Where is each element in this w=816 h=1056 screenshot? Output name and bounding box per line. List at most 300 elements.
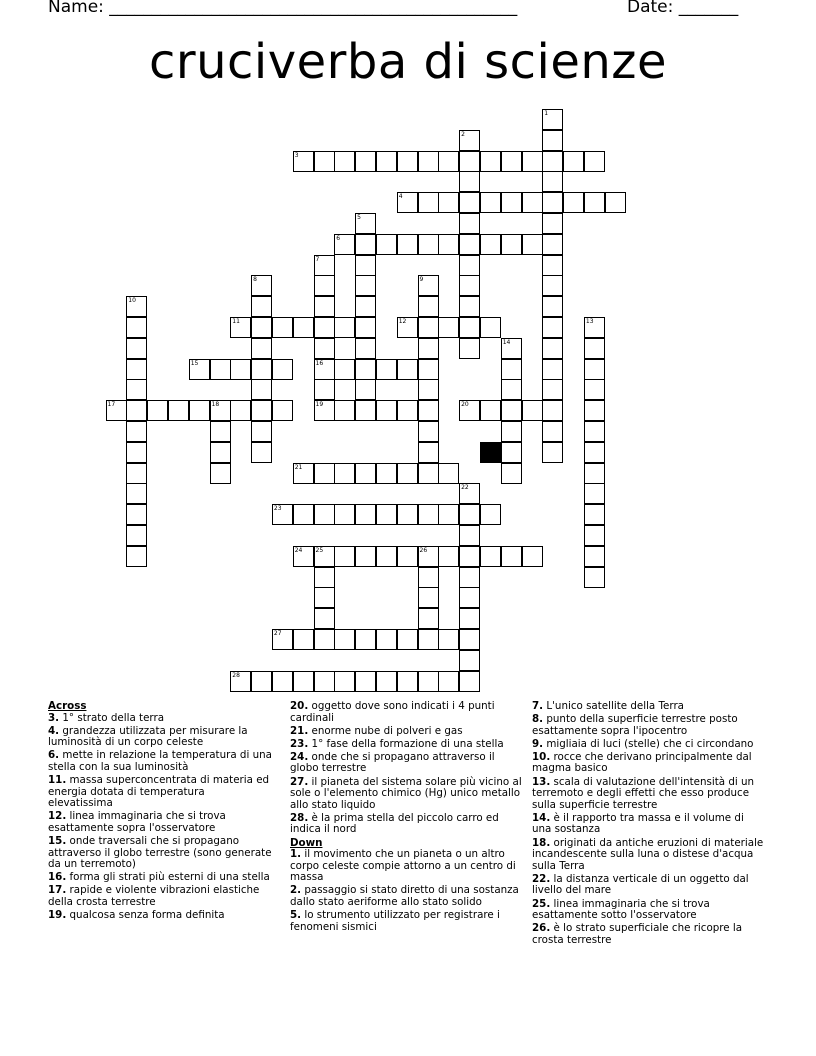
grid-cell[interactable]: [355, 234, 376, 255]
clue-number: 16: [315, 359, 324, 367]
grid-cell[interactable]: [584, 151, 605, 172]
grid-cell[interactable]: [355, 379, 376, 400]
grid-cell[interactable]: [355, 213, 376, 234]
clue-number-label: 6.: [48, 749, 60, 762]
grid-cell[interactable]: [584, 546, 605, 567]
grid-cell[interactable]: [314, 463, 335, 484]
grid-cell[interactable]: [459, 192, 480, 213]
clue-item: [48, 836, 272, 871]
grid-cell[interactable]: [314, 546, 335, 567]
clue-number-label: 23.: [290, 737, 309, 750]
grid-cell[interactable]: [272, 400, 293, 421]
blocked-cell: [480, 442, 501, 463]
clue-number: 6: [336, 234, 341, 242]
clue-number-label: 12.: [48, 810, 67, 823]
grid-cell[interactable]: [584, 338, 605, 359]
clue-text: qualcosa senza forma definita: [66, 909, 225, 922]
grid-cell[interactable]: [584, 192, 605, 213]
grid-cell[interactable]: [501, 421, 522, 442]
grid-cell[interactable]: [501, 400, 522, 421]
grid-cell[interactable]: [334, 359, 355, 380]
grid-cell[interactable]: [438, 192, 459, 213]
clue-number: 11: [232, 318, 240, 325]
clue-number-label: 15.: [48, 835, 67, 848]
clue-section-heading: Down: [290, 836, 323, 849]
grid-cell[interactable]: [251, 442, 272, 463]
grid-cell[interactable]: [314, 671, 335, 692]
grid-cell[interactable]: [522, 234, 543, 255]
grid-cell[interactable]: [480, 151, 501, 172]
grid-cell[interactable]: [459, 255, 480, 276]
grid-cell[interactable]: [418, 587, 439, 608]
grid-cell[interactable]: [459, 317, 480, 338]
grid-cell[interactable]: [542, 442, 563, 463]
grid-cell[interactable]: [459, 338, 480, 359]
grid-cell[interactable]: [272, 629, 293, 650]
grid-cell[interactable]: [334, 317, 355, 338]
clue-text: originati da antiche eruzioni di materiale incandescente sulla luna o distese d'acqua sulla Terra: [532, 836, 764, 872]
grid-cell[interactable]: [397, 629, 418, 650]
grid-cell[interactable]: [480, 400, 501, 421]
grid-cell[interactable]: [376, 504, 397, 525]
grid-cell[interactable]: [314, 379, 335, 400]
grid-cell[interactable]: [438, 504, 459, 525]
date-field[interactable]: Date: _______: [627, 0, 739, 17]
grid-cell[interactable]: [210, 359, 231, 380]
clue-text: scala di valutazione dell'intensità di un terremoto e degli effetti che esso produce sulla superficie terrestre: [532, 775, 755, 811]
grid-cell[interactable]: [418, 192, 439, 213]
grid-cell[interactable]: [314, 608, 335, 629]
grid-cell[interactable]: [210, 400, 231, 421]
clue-text: il movimento che un pianeta o un altro corpo celeste compie attorno a un centro di massa: [290, 848, 516, 884]
clue-item: [532, 874, 764, 897]
grid-cell[interactable]: [251, 296, 272, 317]
grid-cell[interactable]: [501, 463, 522, 484]
grid-cell[interactable]: [272, 671, 293, 692]
grid-cell[interactable]: [355, 338, 376, 359]
grid-cell[interactable]: [355, 400, 376, 421]
clue-text: è la prima stella del piccolo carro ed indica il nord: [290, 811, 499, 836]
grid-cell[interactable]: [480, 546, 501, 567]
grid-cell[interactable]: [272, 317, 293, 338]
grid-cell[interactable]: [376, 546, 397, 567]
clue-number-label: 21.: [290, 724, 309, 737]
grid-cell[interactable]: [126, 483, 147, 504]
clue-number-label: 14.: [532, 811, 551, 824]
grid-cell[interactable]: [459, 567, 480, 588]
clue-number: 10: [128, 297, 136, 305]
grid-cell[interactable]: [501, 192, 522, 213]
grid-cell[interactable]: [355, 546, 376, 567]
clue-number: 18: [211, 401, 220, 409]
grid-cell[interactable]: [542, 400, 563, 421]
grid-cell[interactable]: [126, 296, 147, 317]
grid-cell[interactable]: [397, 192, 418, 213]
clue-item: [532, 923, 764, 946]
grid-cell[interactable]: [418, 400, 439, 421]
grid-cell[interactable]: [563, 192, 584, 213]
clue-item: [290, 777, 522, 812]
grid-cell[interactable]: [126, 338, 147, 359]
grid-cell[interactable]: [251, 338, 272, 359]
clue-item: [532, 899, 764, 922]
grid-cell[interactable]: [251, 400, 272, 421]
grid-cell[interactable]: [418, 359, 439, 380]
grid-cell[interactable]: [501, 234, 522, 255]
grid-cell[interactable]: [418, 546, 439, 567]
grid-cell[interactable]: [355, 359, 376, 380]
grid-cell[interactable]: [438, 317, 459, 338]
clue-number: 28: [232, 671, 240, 679]
grid-cell[interactable]: [334, 151, 355, 172]
grid-cell[interactable]: [334, 546, 355, 567]
grid-cell[interactable]: [584, 525, 605, 546]
grid-cell[interactable]: [459, 608, 480, 629]
grid-cell[interactable]: [584, 379, 605, 400]
clues-column-1: [48, 701, 272, 923]
grid-cell[interactable]: [459, 171, 480, 192]
grid-cell[interactable]: [459, 130, 480, 151]
clue-text: linea immaginaria che si trova esattamente sotto l'osservatore: [532, 897, 710, 922]
grid-cell[interactable]: [459, 650, 480, 671]
clue-number: 23: [273, 505, 282, 513]
grid-cell[interactable]: [355, 275, 376, 296]
grid-cell[interactable]: [376, 359, 397, 380]
clue-text: linea immaginaria che si trova esattamente sopra l'osservatore: [48, 810, 226, 834]
name-field[interactable]: Name: ________________________________________________: [48, 0, 518, 17]
clue-item: [532, 714, 764, 737]
clue-item: [48, 885, 272, 908]
clue-section-heading: Across: [48, 700, 87, 712]
grid-cell[interactable]: [418, 567, 439, 588]
grid-cell[interactable]: [230, 359, 251, 380]
grid-cell[interactable]: [584, 504, 605, 525]
grid-cell[interactable]: [355, 255, 376, 276]
clue-number-label: 24.: [290, 750, 309, 763]
grid-cell[interactable]: [355, 671, 376, 692]
grid-cell[interactable]: [542, 109, 563, 130]
grid-cell[interactable]: [459, 483, 480, 504]
grid-cell[interactable]: [542, 275, 563, 296]
clue-item: [48, 750, 272, 773]
grid-cell[interactable]: [418, 671, 439, 692]
clue-text: mette in relazione la temperatura di una stella con la sua luminosità: [48, 749, 272, 773]
clue-text: lo strumento utilizzato per registrare i fenomeni sismici: [290, 909, 500, 933]
grid-cell[interactable]: [126, 546, 147, 567]
grid-cell[interactable]: [584, 400, 605, 421]
grid-cell[interactable]: [314, 400, 335, 421]
clue-number: 21: [294, 463, 303, 471]
grid-cell[interactable]: [126, 421, 147, 442]
clue-item: [532, 777, 764, 812]
grid-cell[interactable]: [210, 421, 231, 442]
grid-cell[interactable]: [376, 463, 397, 484]
grid-cell[interactable]: [293, 504, 314, 525]
clue-item: [48, 713, 272, 725]
grid-cell[interactable]: [459, 504, 480, 525]
clue-item: [290, 849, 522, 884]
grid-cell[interactable]: [501, 338, 522, 359]
grid-cell[interactable]: [397, 671, 418, 692]
grid-cell[interactable]: [314, 296, 335, 317]
clue-text: è lo strato superficiale che ricopre la crosta terrestre: [532, 922, 743, 946]
grid-cell[interactable]: [314, 317, 335, 338]
grid-cell[interactable]: [480, 192, 501, 213]
grid-cell[interactable]: [314, 255, 335, 276]
clue-number-label: 28.: [290, 811, 309, 824]
grid-cell[interactable]: [584, 463, 605, 484]
grid-cell[interactable]: [293, 151, 314, 172]
grid-cell[interactable]: [480, 504, 501, 525]
grid-cell[interactable]: [438, 629, 459, 650]
grid-cell[interactable]: [438, 151, 459, 172]
grid-cell[interactable]: [376, 400, 397, 421]
clue-number: 25: [315, 546, 324, 554]
grid-cell[interactable]: [314, 629, 335, 650]
grid-cell[interactable]: [542, 359, 563, 380]
clue-item: [532, 739, 764, 751]
grid-cell[interactable]: [522, 192, 543, 213]
grid-cell[interactable]: [459, 629, 480, 650]
grid-cell[interactable]: [334, 629, 355, 650]
grid-cell[interactable]: [542, 421, 563, 442]
grid-cell[interactable]: [418, 296, 439, 317]
clue-number-label: 1.: [290, 848, 302, 861]
clue-number: 27: [273, 630, 282, 637]
grid-cell[interactable]: [334, 400, 355, 421]
grid-cell[interactable]: [314, 359, 335, 380]
grid-cell[interactable]: [397, 400, 418, 421]
grid-cell[interactable]: [418, 338, 439, 359]
grid-cell[interactable]: [126, 317, 147, 338]
grid-cell[interactable]: [314, 275, 335, 296]
grid-cell[interactable]: [376, 151, 397, 172]
grid-cell[interactable]: [459, 546, 480, 567]
grid-cell[interactable]: [251, 275, 272, 296]
grid-cell[interactable]: [293, 546, 314, 567]
grid-cell[interactable]: [106, 400, 127, 421]
clue-number: 9: [419, 276, 424, 284]
grid-cell[interactable]: [438, 463, 459, 484]
grid-cell[interactable]: [542, 213, 563, 234]
clue-text: rapide e violente vibrazioni elastiche della crosta terrestre: [48, 884, 260, 908]
grid-cell[interactable]: [314, 151, 335, 172]
grid-cell[interactable]: [376, 671, 397, 692]
grid-cell[interactable]: [126, 504, 147, 525]
clue-number: 12: [398, 318, 407, 325]
grid-cell[interactable]: [334, 671, 355, 692]
page-title: cruciverba di scienze: [148, 34, 668, 90]
clues-column-3: [532, 701, 764, 948]
clue-number-label: 11.: [48, 774, 67, 787]
grid-cell[interactable]: [189, 359, 210, 380]
grid-cell[interactable]: [189, 400, 210, 421]
clue-number-label: 20.: [290, 700, 309, 712]
grid-cell[interactable]: [293, 317, 314, 338]
grid-cell[interactable]: [459, 151, 480, 172]
grid-cell[interactable]: [147, 400, 168, 421]
clue-text: punto della superficie terrestre posto esattamente sopra l'ipocentro: [532, 713, 738, 737]
grid-cell[interactable]: [418, 608, 439, 629]
clue-number: 26: [419, 546, 428, 554]
grid-cell[interactable]: [293, 671, 314, 692]
grid-cell[interactable]: [355, 317, 376, 338]
clue-number-label: 9.: [532, 737, 544, 750]
clue-text: 1° fase della formazione di una stella: [308, 737, 504, 750]
grid-cell[interactable]: [501, 442, 522, 463]
grid-cell[interactable]: [438, 546, 459, 567]
grid-cell[interactable]: [334, 463, 355, 484]
clue-number-label: 10.: [532, 750, 551, 763]
grid-cell[interactable]: [376, 629, 397, 650]
grid-cell[interactable]: [355, 151, 376, 172]
grid-cell[interactable]: [126, 359, 147, 380]
grid-cell[interactable]: [126, 379, 147, 400]
grid-cell[interactable]: [438, 234, 459, 255]
grid-cell[interactable]: [542, 338, 563, 359]
grid-cell[interactable]: [251, 671, 272, 692]
grid-cell[interactable]: [459, 296, 480, 317]
grid-cell[interactable]: [314, 338, 335, 359]
grid-cell[interactable]: [501, 546, 522, 567]
grid-cell[interactable]: [251, 359, 272, 380]
clue-number-label: 13.: [532, 775, 551, 788]
grid-cell[interactable]: [542, 379, 563, 400]
grid-cell[interactable]: [542, 317, 563, 338]
grid-cell[interactable]: [563, 151, 584, 172]
grid-cell[interactable]: [251, 379, 272, 400]
grid-cell[interactable]: [376, 234, 397, 255]
clue-item: [290, 701, 522, 724]
clue-number-label: 25.: [532, 897, 551, 910]
clue-number-label: 3.: [48, 711, 60, 724]
clue-number-label: 18.: [532, 836, 551, 849]
clue-number: 7: [315, 255, 320, 263]
grid-cell[interactable]: [397, 234, 418, 255]
grid-cell[interactable]: [542, 234, 563, 255]
clue-number: 22: [461, 484, 469, 492]
grid-cell[interactable]: [418, 275, 439, 296]
grid-cell[interactable]: [584, 567, 605, 588]
grid-cell[interactable]: [542, 192, 563, 213]
grid-cell[interactable]: [397, 504, 418, 525]
grid-cell[interactable]: [501, 359, 522, 380]
grid-cell[interactable]: [480, 317, 501, 338]
grid-cell[interactable]: [418, 629, 439, 650]
grid-cell[interactable]: [542, 296, 563, 317]
grid-cell[interactable]: [334, 234, 355, 255]
grid-cell[interactable]: [584, 483, 605, 504]
grid-cell[interactable]: [542, 255, 563, 276]
grid-cell[interactable]: [459, 587, 480, 608]
grid-cell[interactable]: [459, 400, 480, 421]
clue-number: 3: [294, 151, 299, 159]
grid-cell[interactable]: [605, 192, 626, 213]
grid-cell[interactable]: [418, 317, 439, 338]
grid-cell[interactable]: [126, 442, 147, 463]
grid-cell[interactable]: [230, 400, 251, 421]
grid-cell[interactable]: [584, 421, 605, 442]
grid-cell[interactable]: [459, 234, 480, 255]
grid-cell[interactable]: [230, 671, 251, 692]
grid-cell[interactable]: [542, 171, 563, 192]
clue-item: [532, 701, 764, 713]
grid-cell[interactable]: [501, 379, 522, 400]
grid-cell[interactable]: [210, 442, 231, 463]
clue-number-label: 19.: [48, 909, 67, 922]
grid-cell[interactable]: [230, 317, 251, 338]
grid-cell[interactable]: [584, 359, 605, 380]
grid-cell[interactable]: [501, 151, 522, 172]
grid-cell[interactable]: [397, 359, 418, 380]
grid-cell[interactable]: [459, 671, 480, 692]
grid-cell[interactable]: [251, 421, 272, 442]
clue-item: [48, 910, 272, 922]
clue-text: rocce che derivano principalmente dal magma basico: [532, 750, 752, 775]
grid-cell[interactable]: [418, 379, 439, 400]
grid-cell[interactable]: [418, 151, 439, 172]
grid-cell[interactable]: [251, 317, 272, 338]
grid-cell[interactable]: [355, 463, 376, 484]
grid-cell[interactable]: [459, 213, 480, 234]
grid-cell[interactable]: [522, 400, 543, 421]
grid-cell[interactable]: [355, 296, 376, 317]
clue-number: 1: [544, 110, 549, 117]
grid-cell[interactable]: [418, 463, 439, 484]
grid-cell[interactable]: [522, 546, 543, 567]
grid-cell[interactable]: [418, 504, 439, 525]
clue-number-label: 5.: [290, 909, 302, 922]
clue-item: [290, 726, 522, 738]
grid-cell[interactable]: [459, 525, 480, 546]
grid-cell[interactable]: [584, 317, 605, 338]
grid-cell[interactable]: [314, 587, 335, 608]
clues-column-2: [290, 701, 522, 935]
grid-cell[interactable]: [126, 525, 147, 546]
grid-cell[interactable]: [293, 629, 314, 650]
grid-cell[interactable]: [584, 442, 605, 463]
clue-number-label: 16.: [48, 871, 67, 884]
grid-cell[interactable]: [459, 275, 480, 296]
grid-cell[interactable]: [397, 546, 418, 567]
grid-cell[interactable]: [293, 463, 314, 484]
grid-cell[interactable]: [542, 130, 563, 151]
grid-cell[interactable]: [168, 400, 189, 421]
grid-cell[interactable]: [314, 567, 335, 588]
clue-text: grandezza utilizzata per misurare la luminosità di un corpo celeste: [48, 724, 248, 749]
grid-cell[interactable]: [314, 504, 335, 525]
grid-cell[interactable]: [126, 400, 147, 421]
grid-cell[interactable]: [272, 359, 293, 380]
grid-cell[interactable]: [418, 421, 439, 442]
grid-cell[interactable]: [272, 504, 293, 525]
grid-cell[interactable]: [397, 151, 418, 172]
grid-cell[interactable]: [355, 504, 376, 525]
grid-cell[interactable]: [355, 629, 376, 650]
grid-cell[interactable]: [397, 317, 418, 338]
grid-cell[interactable]: [334, 504, 355, 525]
grid-cell[interactable]: [418, 442, 439, 463]
grid-cell[interactable]: [126, 463, 147, 484]
clue-number: 2: [461, 130, 465, 138]
grid-cell[interactable]: [438, 671, 459, 692]
grid-cell[interactable]: [522, 151, 543, 172]
grid-cell[interactable]: [418, 234, 439, 255]
grid-cell[interactable]: [480, 234, 501, 255]
grid-cell[interactable]: [542, 151, 563, 172]
grid-cell[interactable]: [210, 463, 231, 484]
grid-cell[interactable]: [397, 463, 418, 484]
